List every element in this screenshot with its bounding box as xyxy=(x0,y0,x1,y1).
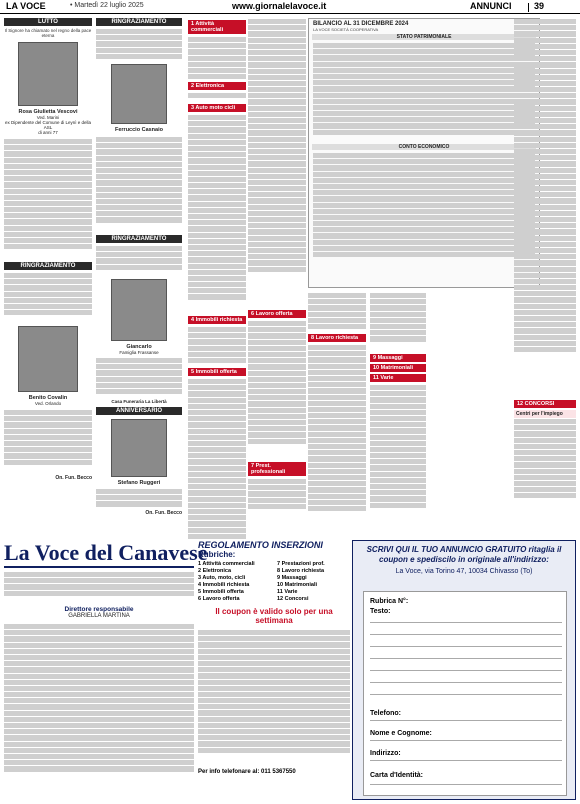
financial-section-income: CONTO ECONOMICO xyxy=(312,144,536,150)
obit-heading-ringraziamento-a: RINGRAZIAMENTO xyxy=(96,18,182,26)
obit-text-body-b xyxy=(96,136,182,232)
telefono-field[interactable] xyxy=(370,720,562,721)
carta-identita-label: Carta d'Identità: xyxy=(370,772,424,779)
financial-subtitle: LA VOCE SOCIETÀ COOPERATIVA xyxy=(313,27,379,32)
rubrica-item: 2 Elettronica xyxy=(198,568,232,574)
category-massaggi: 9 Massaggi xyxy=(370,354,426,362)
classified-column-d xyxy=(370,292,426,538)
family-name-b: Famiglia Frassanse xyxy=(119,350,159,355)
deceased-name-2: Benito Covalin xyxy=(28,395,68,401)
classified-column-c xyxy=(308,292,366,538)
obituary-column-2 xyxy=(96,18,182,538)
rubrica-item: 7 Prestazioni prof. xyxy=(277,561,325,567)
portrait-photo xyxy=(18,42,78,106)
text-line[interactable] xyxy=(370,694,562,695)
category-lavoro-richiesta: 8 Lavoro richiesta xyxy=(308,334,366,342)
ads-block-14 xyxy=(514,418,576,508)
deceased-name-a: Ferruccio Casnaio xyxy=(115,127,163,133)
text-line[interactable] xyxy=(370,670,562,671)
category-concorsi: 12 CONCORSI xyxy=(514,400,576,408)
ads-block-4 xyxy=(188,326,246,366)
indirizzo-field[interactable] xyxy=(370,760,562,761)
rubriche-list xyxy=(198,561,350,603)
deceased-name: Rosa Giulietta Vescovi xyxy=(18,109,78,115)
funeral-home-signature: On. Fun. Becco xyxy=(55,475,92,481)
rubrica-item: 8 Lavoro richiesta xyxy=(277,568,325,574)
ads-block-3 xyxy=(188,114,246,314)
obit-text-body-d xyxy=(96,357,182,397)
portrait-photo-a xyxy=(111,64,167,124)
text-line[interactable] xyxy=(370,634,562,635)
centri-impiego-heading: Centri per l'impiego xyxy=(514,410,576,418)
site-url[interactable]: www.giornalelavoce.it xyxy=(232,1,327,11)
ads-block-6 xyxy=(248,18,306,308)
category-matrimoniali: 10 Matrimoniali xyxy=(370,364,426,372)
obit-text-body-a xyxy=(96,28,182,60)
regolamento-text xyxy=(198,629,350,769)
telefono-label: Telefono: xyxy=(370,710,401,717)
funeral-home-signature-2: On. Fun. Becco xyxy=(145,510,182,516)
ads-block-2 xyxy=(188,92,246,102)
rubrica-item: 6 Lavoro offerta xyxy=(198,596,240,602)
rubrica-item: 11 Varie xyxy=(277,589,298,595)
financial-title: BILANCIO AL 31 DICEMBRE 2024 xyxy=(313,21,409,27)
rubrica-item: 5 Immobili offerta xyxy=(198,589,244,595)
info-phone: Per info telefonare al: 011 5367550 xyxy=(198,769,296,775)
deceased-role-2: Ved. Orlando xyxy=(34,401,62,406)
financial-section-balance: STATO PATRIMONIALE xyxy=(312,34,536,40)
coupon-validity: Il coupon è valido solo per una settimana xyxy=(215,607,333,625)
ads-block-12 xyxy=(370,384,426,524)
page-header xyxy=(0,0,580,14)
obit-heading-ringraziamento-b: RINGRAZIAMENTO xyxy=(96,235,182,243)
regolamento-inserzioni xyxy=(198,540,350,800)
ads-block-10 xyxy=(308,344,366,534)
text-line[interactable] xyxy=(370,646,562,647)
classified-column-a xyxy=(188,18,246,538)
deceased-surname: Ved. Marini xyxy=(36,115,60,120)
ads-block-9 xyxy=(308,292,366,332)
rubrica-item: 9 Massaggi xyxy=(277,575,307,581)
indirizzo-label: Indirizzo: xyxy=(370,750,401,757)
text-line[interactable] xyxy=(370,622,562,623)
director-name: GABRIELLA MARTINA xyxy=(68,613,130,619)
rubrica-label: Rubrica N°: xyxy=(370,598,409,605)
masthead-colophon xyxy=(4,623,194,793)
rubrica-item: 4 Immobili richiesta xyxy=(198,582,250,588)
publication-name: LA VOCE xyxy=(6,1,46,11)
category-varie: 11 Varie xyxy=(370,374,426,382)
category-immobili-richiesta: 4 Immobili richiesta xyxy=(188,316,246,324)
rubrica-item: 10 Matrimoniali xyxy=(277,582,318,588)
obit-text-body-2 xyxy=(4,272,92,322)
obit-text-body-3 xyxy=(4,409,92,473)
obit-text-body-e xyxy=(96,488,182,508)
rubrica-item: 12 Concorsi xyxy=(277,596,309,602)
category-attivita-commerciali: 1 Attività commerciali xyxy=(188,20,246,34)
deceased-name-c: Stefano Ruggeri xyxy=(117,480,161,486)
portrait-photo-2 xyxy=(18,326,78,392)
obit-subtitle: Il Signore ha chiamato nel regno della pace eterna xyxy=(4,28,92,38)
ads-block-1 xyxy=(188,36,246,80)
carta-identita-field[interactable] xyxy=(370,784,562,785)
rubrica-item: 3 Auto, moto, cicli xyxy=(198,575,246,581)
director-label: Direttore responsabile xyxy=(64,606,134,613)
masthead-title: La Voce del Canavese xyxy=(4,540,194,568)
deceased-age: di anni 77 xyxy=(38,130,58,135)
income-table xyxy=(313,152,535,272)
coupon-address: La Voce, via Torino 47, 10034 Chivasso (To) xyxy=(395,568,533,575)
deceased-name-b: Giancarlo xyxy=(126,344,152,350)
obit-heading-anniversario: ANNIVERSARIO xyxy=(96,407,182,415)
coupon-headline: SCRIVI QUI IL TUO ANNUNCIO GRATUITO ritaglia il coupon e spediscilo in originale all'indirizzo: xyxy=(366,545,562,564)
classified-column-e xyxy=(514,18,576,538)
section-title: ANNUNCI xyxy=(470,1,512,11)
classified-column-b xyxy=(248,18,306,538)
ads-block-11 xyxy=(370,292,426,352)
portrait-photo-b xyxy=(111,279,167,341)
category-auto-moto-cicli: 3 Auto moto cicli xyxy=(188,104,246,112)
obit-text-body-c xyxy=(96,245,182,275)
coupon-form xyxy=(363,591,567,796)
header-divider xyxy=(528,3,529,12)
text-line[interactable] xyxy=(370,658,562,659)
category-immobili-offerta: 5 Immobili offerta xyxy=(188,368,246,376)
regolamento-heading: REGOLAMENTO INSERZIONI xyxy=(198,540,323,550)
masthead-info xyxy=(4,571,194,601)
nome-field[interactable] xyxy=(370,740,562,741)
obit-text-body xyxy=(4,138,92,258)
ads-block-7 xyxy=(248,320,306,460)
obituary-column-1 xyxy=(4,18,92,538)
masthead xyxy=(4,540,208,800)
issue-date: • Martedì 22 luglio 2025 xyxy=(70,2,144,9)
deceased-role: ex Dipendente del Comune di Leynì e della ASL xyxy=(4,120,92,130)
category-lavoro-offerta: 6 Lavoro offerta xyxy=(248,310,306,318)
portrait-photo-c xyxy=(111,419,167,477)
category-elettronica: 2 Elettronica xyxy=(188,82,246,90)
free-ad-coupon xyxy=(352,540,576,800)
balance-table xyxy=(313,42,535,142)
text-line[interactable] xyxy=(370,682,562,683)
obit-heading-ringraziamento: RINGRAZIAMENTO xyxy=(4,262,92,270)
ads-block-8 xyxy=(248,478,306,518)
ads-block-5 xyxy=(188,378,246,558)
category-prestazioni-professionali: 7 Prest. professionali xyxy=(248,462,306,476)
page-number: 39 xyxy=(534,1,545,11)
rubrica-item: 1 Attività commerciali xyxy=(198,561,255,567)
nome-label: Nome e Cognome: xyxy=(370,730,432,737)
obit-heading-lutto: LUTTO xyxy=(4,18,92,26)
rubriche-label: Rubriche: xyxy=(198,550,236,559)
testo-label: Testo: xyxy=(370,608,391,615)
financial-statement xyxy=(308,18,540,288)
ads-block-13 xyxy=(514,18,576,398)
funeral-home-2: Casa Funeraria La Libertà xyxy=(111,399,167,404)
